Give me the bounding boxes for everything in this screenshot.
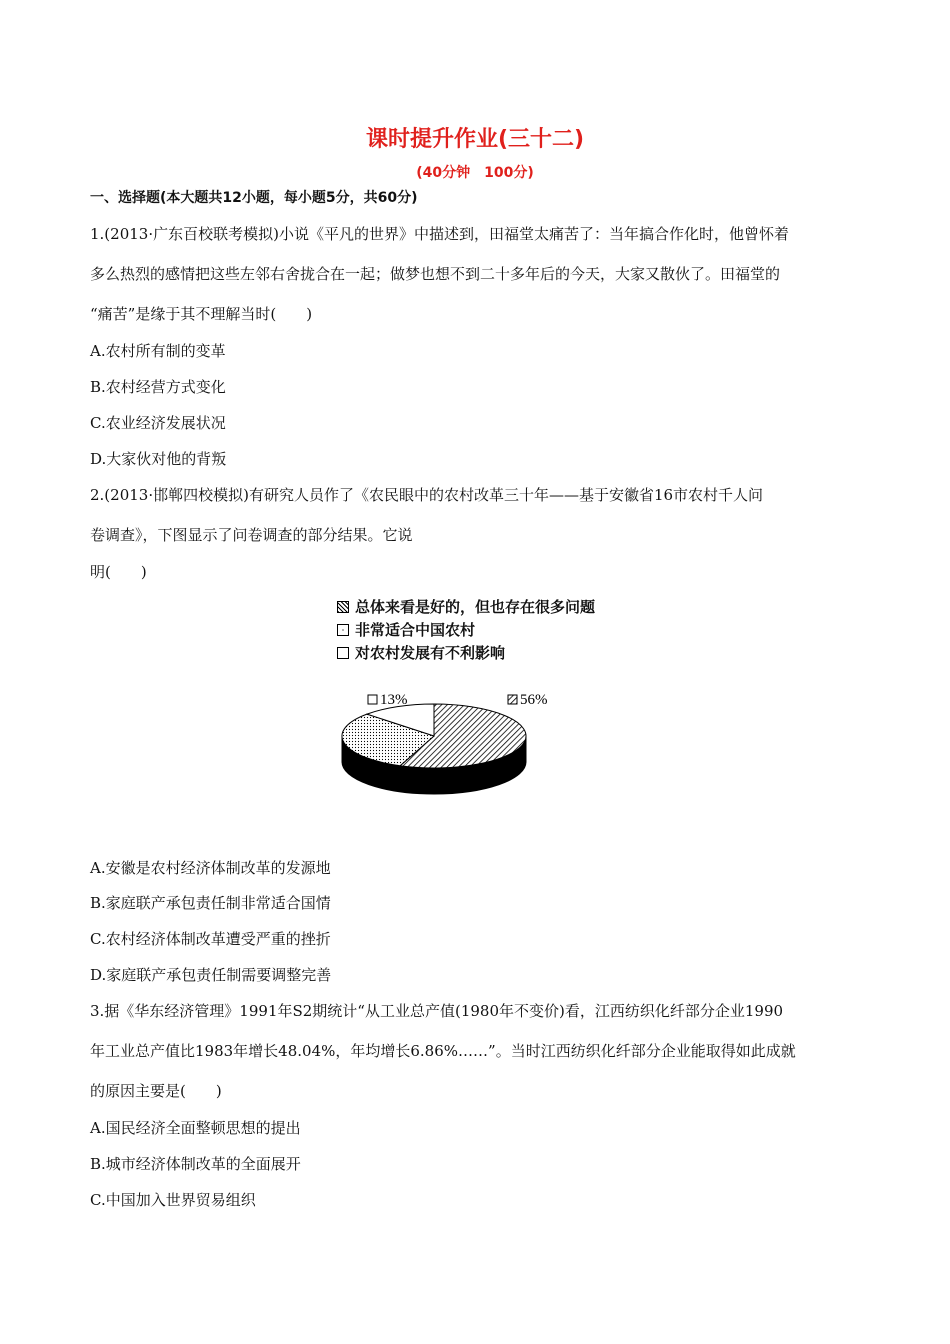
legend-item-problems (337, 596, 595, 617)
legend-item-suitable (337, 619, 475, 640)
pie-chart (330, 680, 570, 810)
q1-line-2: 多么热烈的感情把这些左邻右舍拢合在一起；做梦也想不到二十多年后的今天，大家又散伙了。田福堂的 (90, 265, 781, 283)
section-heading: 一、选择题(本大题共12小题，每小题5分，共60分) (90, 190, 418, 206)
page-subtitle: (40分钟 100分) (416, 165, 534, 181)
slice-label: 13% (380, 692, 408, 708)
q1-line-3: “痛苦”是缘于其不理解当时( ) (90, 305, 313, 323)
q1-option-b: B.农村经营方式变化 (90, 378, 226, 396)
q3-option-b: B.城市经济体制改革的全面展开 (90, 1155, 301, 1173)
q2-option-a: A.安徽是农村经济体制改革的发源地 (90, 859, 331, 877)
dots-swatch (337, 624, 349, 636)
q2-option-d: D.家庭联产承包责任制需要调整完善 (90, 966, 332, 984)
q1-option-d: D.大家伙对他的背叛 (90, 450, 227, 468)
q2-line-3: 明( ) (90, 563, 147, 581)
legend-label: 对农村发展有不利影响 (355, 644, 506, 662)
q3-line-1: 3.据《华东经济管理》1991年S2期统计“从工业总产值(1980年不变价)看，江西纺织化纤部分企业1990 (90, 1002, 784, 1020)
legend-label: 非常适合中国农村 (355, 621, 476, 639)
legend-item-adverse (337, 642, 505, 663)
q3-option-c: C.中国加入世界贸易组织 (90, 1191, 256, 1209)
q1-option-c: C.农业经济发展状况 (90, 414, 226, 432)
label-swatch (508, 695, 517, 704)
q2-line-2: 卷调查》，下图显示了问卷调查的部分结果。它说 (90, 526, 413, 544)
page-title: 课时提升作业(三十二) (365, 127, 585, 152)
slice-label: 56% (520, 692, 548, 708)
blank-swatch (337, 647, 349, 659)
q1-option-a: A.农村所有制的变革 (90, 342, 226, 360)
hatch-swatch (337, 601, 349, 613)
label-swatch (368, 695, 377, 704)
q1-line-1: 1.(2013·广东百校联考模拟)小说《平凡的世界》中描述到，田福堂太痛苦了：当年搞合作化时，他曾怀着 (90, 225, 789, 243)
q2-option-b: B.家庭联产承包责任制非常适合国情 (90, 894, 331, 912)
legend-label: 总体来看是好的，但也存在很多问题 (355, 598, 596, 616)
q3-line-3: 的原因主要是( ) (90, 1082, 222, 1100)
q3-line-2: 年工业总产值比1983年增长48.04%，年均增长6.86%……”。当时江西纺织化纤部分企业能取得如此成就 (90, 1042, 796, 1060)
q2-option-c: C.农村经济体制改革遭受严重的挫折 (90, 930, 331, 948)
q2-line-1: 2.(2013·邯郸四校模拟)有研究人员作了《农民眼中的农村改革三十年——基于安徽省16市农村千人问 (90, 486, 764, 504)
q3-option-a: A.国民经济全面整顿思想的提出 (90, 1119, 301, 1137)
